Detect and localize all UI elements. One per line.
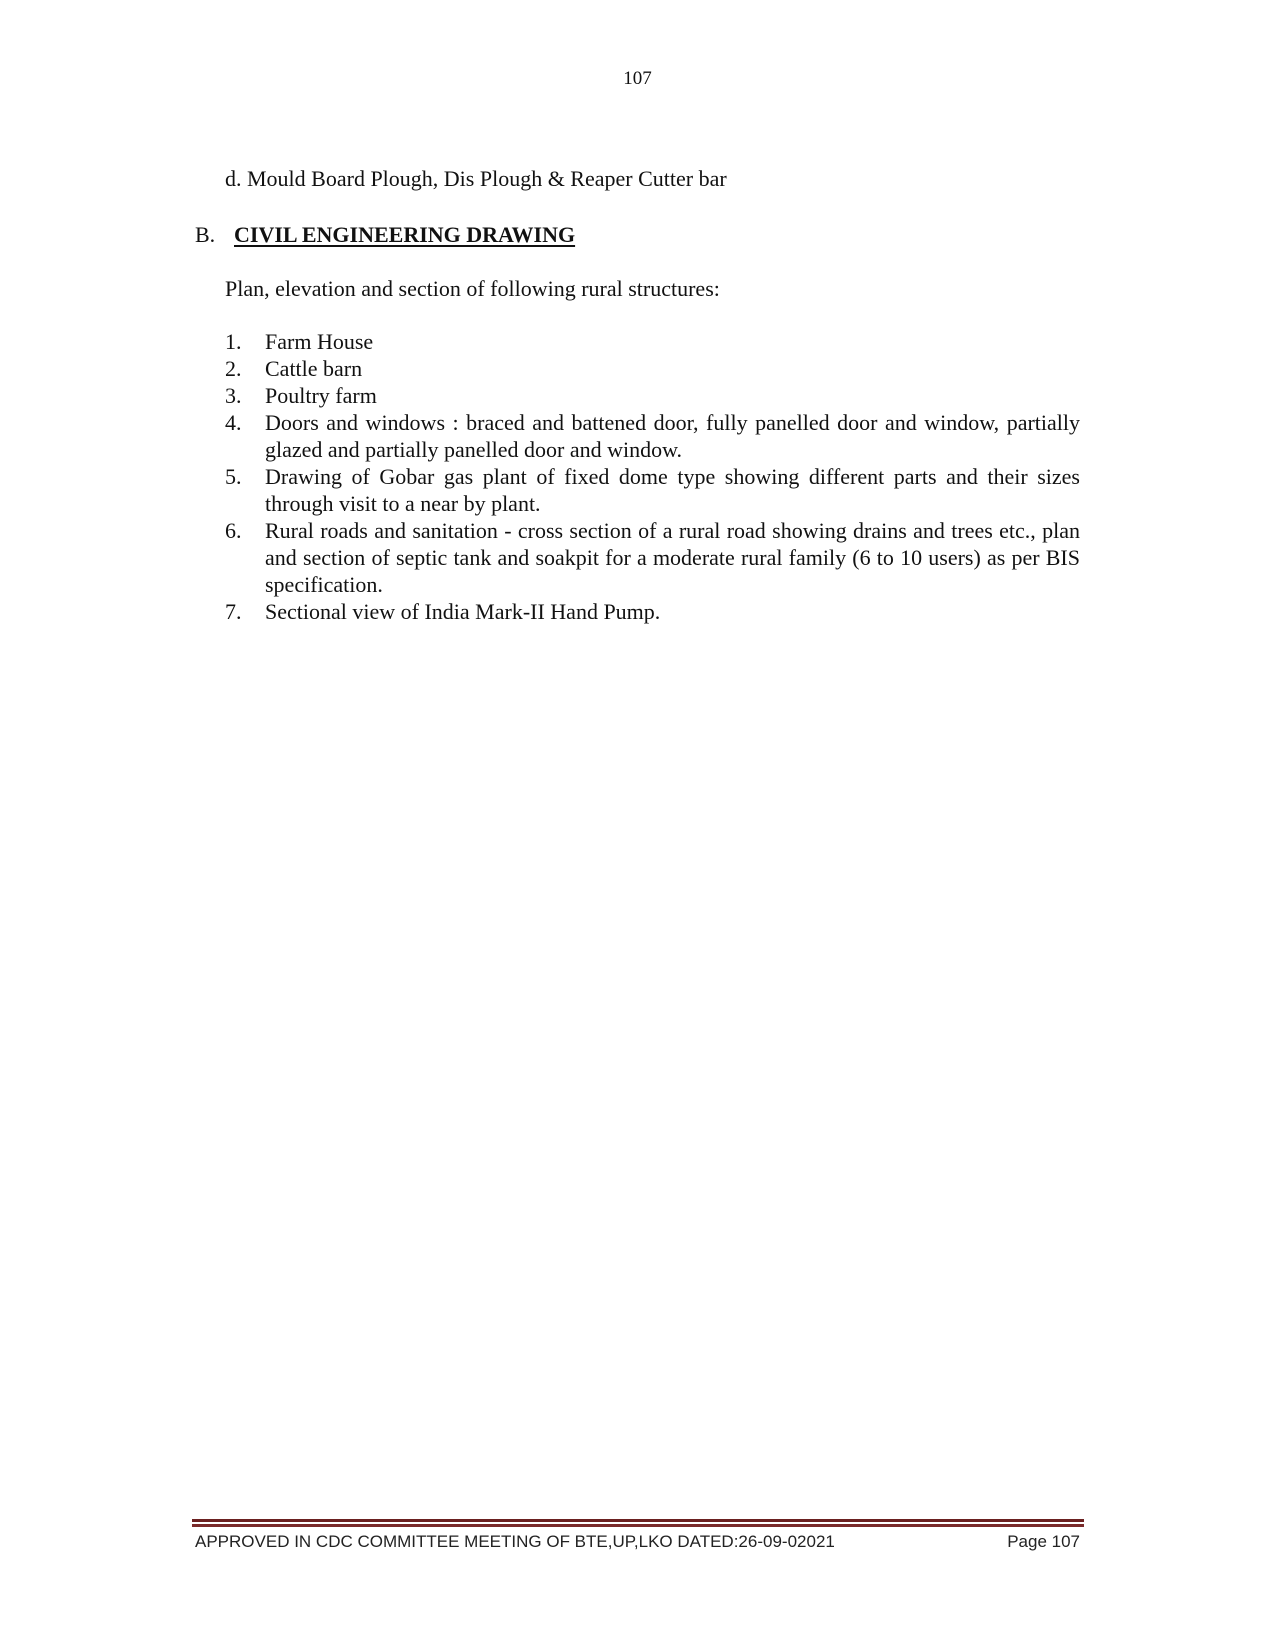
list-item (225, 463, 1080, 517)
list-item (225, 517, 1080, 598)
list-item (225, 382, 1080, 409)
list-item-text: Farm House (265, 329, 374, 354)
list-item-number: 2. (225, 356, 242, 381)
section-title: CIVIL ENGINEERING DRAWING (234, 222, 576, 247)
footer (195, 1532, 1080, 1552)
section-letter: B. (195, 222, 216, 247)
list-item-text: Sectional view of India Mark-II Hand Pump. (265, 599, 661, 624)
footer-approval-text: APPROVED IN CDC COMMITTEE MEETING OF BTE,UP,LKO DATED:26-09-02021 (195, 1532, 835, 1551)
list-item (225, 409, 1080, 463)
list-item (225, 598, 1080, 625)
intro-item: d. Mould Board Plough, Dis Plough & Reaper Cutter bar (225, 166, 727, 191)
list-item-number: 3. (225, 383, 242, 408)
list-item (225, 328, 1080, 355)
section-intro: Plan, elevation and section of following rural structures: (225, 276, 720, 301)
list-item (225, 355, 1080, 382)
footer-page-label: Page 107 (1007, 1532, 1080, 1551)
list-item-text: Cattle barn (265, 356, 363, 381)
footer-divider (192, 1519, 1084, 1527)
section-heading (195, 222, 575, 248)
list-item-number: 5. (225, 464, 242, 489)
list-item-number: 6. (225, 518, 242, 543)
structures-list (225, 328, 1080, 625)
list-item-text: Doors and windows : braced and battened door, fully panelled door and window, partially glazed and partially panelled door and window. (265, 410, 1080, 462)
list-item-text: Drawing of Gobar gas plant of fixed dome type showing different parts and their sizes through visit to a near by plant. (265, 464, 1080, 516)
list-item-number: 4. (225, 410, 242, 435)
list-item-text: Rural roads and sanitation - cross section of a rural road showing drains and trees etc., plan and section of septic tank and soakpit for a moderate rural family (6 to 10 users) as per BIS specification. (265, 518, 1080, 597)
page-number: 107 (623, 68, 652, 89)
list-item-number: 7. (225, 599, 242, 624)
list-item-number: 1. (225, 329, 242, 354)
list-item-text: Poultry farm (265, 383, 377, 408)
